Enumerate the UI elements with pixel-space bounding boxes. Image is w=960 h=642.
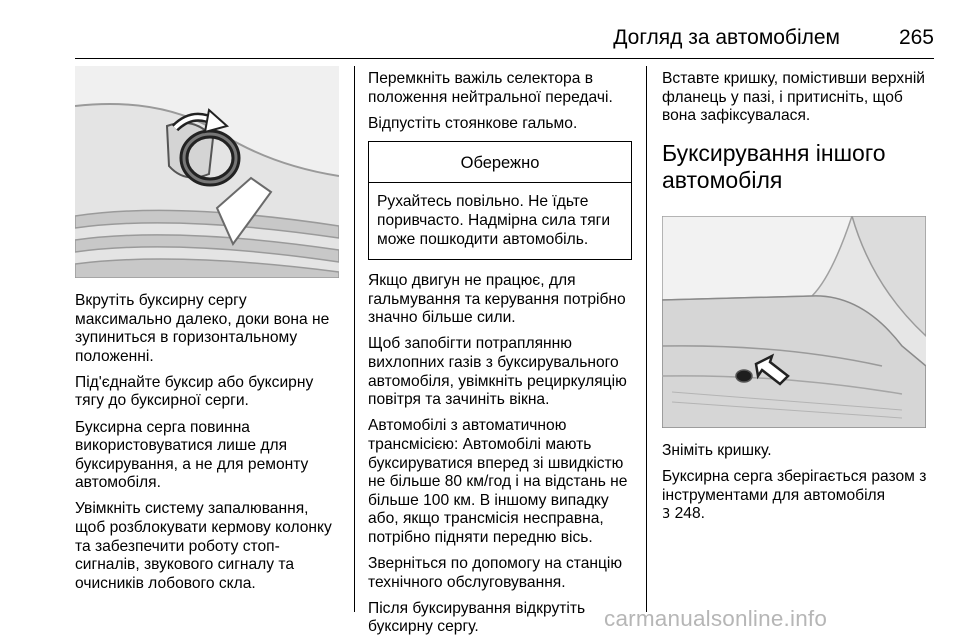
page-reference-link[interactable]: 248. [674,505,705,523]
right-column-lower [662,442,934,525]
caution-text: Рухайтесь повільно. Не їдьте поривчасто. Надмірна сила тяги може пошкодити автомобіль. [377,193,611,248]
paragraph [662,468,934,525]
paragraph: Перемкніть важіль селектора в положення нейтральної передачі. [368,70,613,106]
reference-text: Буксирна серга зберігається разом з інструментами для автомобіля [662,468,927,504]
paragraph: Увімкніть систему запалювання, щоб розблокувати кермову колонку та забезпечити роботу стоп-сигналів, звукового сигналу та очисників лобового скла. [75,500,332,592]
paragraph: Якщо двигун не працює, для гальмування та керування потрібно значно більше сили. [368,272,626,327]
page-number: 265 [898,26,934,49]
paragraph: Зверніться по допомогу на станцію технічного обслуговування. [368,554,623,591]
page-header-title: Догляд за автомобілем [613,26,840,49]
watermark: carmanualsonline.info [604,606,828,631]
paragraph: Вкрутіть буксирну сергу максимально далеко, доки вона не зупиниться в горизонтальному положенні. [75,292,330,365]
paragraph: Автомобілі з автоматичною трансмісією: Автомобілі мають буксируватися вперед зі швидкістю не більше 80 км/год і на відстань не більше 100 км. В іншому випадку або, якщо трансмісія несправна, потрібно підняти передню вісь. [368,417,628,546]
paragraph: Під'єднайте буксир або буксирну тягу до буксирної серги. [75,373,314,410]
caution-box [368,141,632,260]
paragraph: Відпустіть стоянкове гальмо. [368,114,578,132]
column-divider-right [646,66,647,612]
page-reference-arrow-icon: 3 [662,507,671,523]
right-column [662,70,934,208]
paragraph: Щоб запобігти потраплянню вихлопних газів з буксирувального автомобіля, увімкніть рециркуляцію повітря та зачиніть вікна. [368,335,627,409]
paragraph: Після буксирування відкрутіть буксирну сергу. [368,599,586,636]
towing-eye-front-illustration [75,66,339,278]
caution-title: Обережно [369,142,631,184]
left-column [75,292,343,593]
paragraph: Вставте кришку, помістивши верхній фланець у пазі, і притисніть, щоб вона зафіксувалася. [662,70,926,125]
paragraph: Буксирна серга повинна використовуватися лише для буксирування, а не для ремонту автомобіля. [75,418,309,492]
column-divider-left [354,66,355,612]
paragraph: Зніміть кришку. [662,442,772,459]
header-rule [75,58,934,59]
middle-column [368,70,632,637]
section-heading: Буксирування іншого автомобіля [662,139,886,193]
towing-eye-rear-illustration [662,216,926,428]
